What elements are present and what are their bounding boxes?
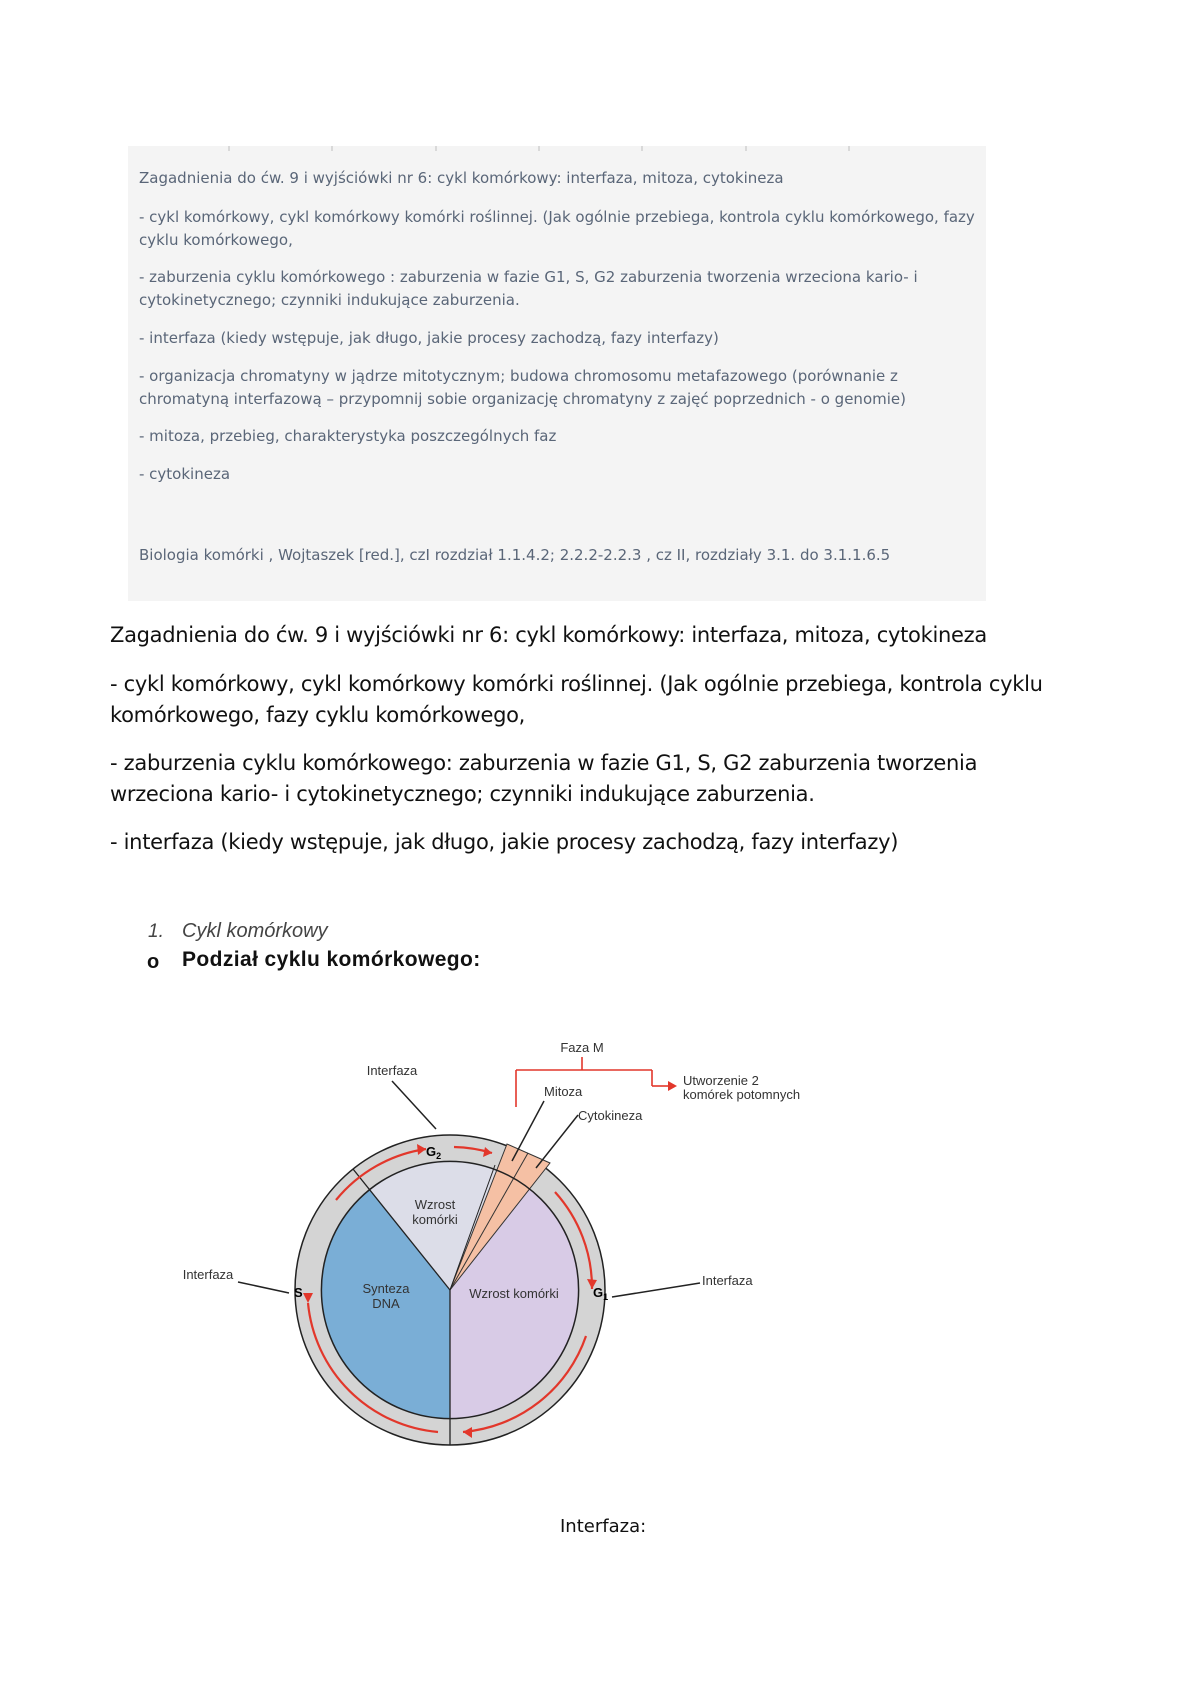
leader-cytokineza: [536, 1115, 578, 1168]
cell-cycle-diagram: [160, 1035, 860, 1495]
list-bullet-label: Podział cyklu komórkowego:: [182, 948, 481, 971]
label-interfaza-right: Interfaza: [702, 1273, 753, 1288]
screenshot-item: - zaburzenia cyklu komórkowego : zaburzenia w fazie G1, S, G2 zaburzenia tworzenia wrzeciona kario- i cytokinetycznego; czynniki indukujące zaburzenia.: [139, 268, 918, 309]
label-s: S: [294, 1285, 303, 1300]
caption-interfaza: Interfaza:: [560, 1516, 647, 1537]
leader-mitoza: [512, 1101, 544, 1161]
main-item-line: wrzeciona kario- i cytokinetycznego; czynniki indukujące zaburzenia.: [110, 782, 815, 806]
label-g2: $G_2$: [426, 1144, 442, 1161]
leader-interfaza-left: [238, 1282, 289, 1293]
label-interfaza-top: Interfaza: [366, 1063, 418, 1078]
ruler-tick: [538, 146, 540, 151]
label-mitoza: Mitoza: [544, 1084, 583, 1099]
label-wzrost-top: Wzrost: [414, 1197, 456, 1212]
main-item-line: - cykl komórkowy, cykl komórkowy komórki roślinnej. (Jak ogólnie przebiega, kontrola cyklu: [110, 672, 1043, 696]
screenshot-item: - cykl komórkowy, cykl komórkowy komórki roślinnej. (Jak ogólnie przebiega, kontrola cyklu komórkowego, fazy cyklu komórkowego,: [139, 208, 975, 249]
label-wzrost-top-2: komórki: [412, 1212, 458, 1227]
ruler-tick: [641, 146, 643, 151]
main-item-line: - interfaza (kiedy wstępuje, jak długo, jakie procesy zachodzą, fazy interfazy): [110, 830, 899, 854]
embedded-screenshot: [128, 146, 986, 601]
list-bullet: o: [147, 951, 160, 973]
leader-interfaza-right: [612, 1283, 700, 1297]
ruler-tick: [331, 146, 333, 151]
label-wzrost-right: Wzrost komórki: [469, 1286, 559, 1301]
label-dna: DNA: [372, 1296, 400, 1311]
label-synteza: Synteza: [362, 1281, 410, 1296]
screenshot-item: - mitoza, przebieg, charakterystyka poszczególnych faz: [139, 427, 557, 445]
list-number: 1.: [148, 921, 164, 942]
screenshot-item: - interfaza (kiedy wstępuje, jak długo, jakie procesy zachodzą, fazy interfazy): [139, 329, 719, 347]
main-item-line: komórkowego, fazy cyklu komórkowego,: [110, 703, 526, 727]
label-interfaza-left: Interfaza: [182, 1267, 234, 1282]
main-item-line: - zaburzenia cyklu komórkowego: zaburzenia w fazie G1, S, G2 zaburzenia tworzenia: [110, 751, 978, 775]
label-faza-m: Faza M: [560, 1040, 604, 1055]
leader-interfaza-top: [392, 1081, 436, 1129]
screenshot-title: Zagadnienia do ćw. 9 i wyjściówki nr 6: cykl komórkowy: interfaza, mitoza, cytokineza: [139, 169, 784, 187]
list-number-label: Cykl komórkowy: [182, 920, 328, 942]
screenshot-item: - organizacja chromatyny w jądrze mitotycznym; budowa chromosomu metafazowego (porównanie z chromatyną interfazową – przypomnij sobie organizację chromatyny z zajęć poprzednich - o genomie): [139, 367, 906, 408]
main-title: Zagadnienia do ćw. 9 i wyjściówki nr 6: cykl komórkowy: interfaza, mitoza, cytokineza: [110, 623, 987, 647]
label-g1: $G_1$: [593, 1285, 609, 1302]
ruler-tick: [228, 146, 230, 151]
label-cytokineza: Cytokineza: [578, 1108, 643, 1123]
label-utworzenie-1: Utworzenie 2: [683, 1073, 759, 1088]
screenshot-item: - cytokineza: [139, 465, 231, 483]
arrow-to-daughters: [668, 1081, 677, 1091]
screenshot-reference: Biologia komórki , Wojtaszek [red.], czI rozdział 1.1.4.2; 2.2.2-2.2.3 , cz II, rozdziały 3.1. do 3.1.1.6.5: [139, 546, 891, 564]
ruler-tick: [435, 146, 437, 151]
label-utworzenie-2: komórek potomnych: [683, 1087, 801, 1102]
faza-m-bracket: [516, 1057, 668, 1107]
ruler-tick: [848, 146, 850, 151]
ruler-tick: [745, 146, 747, 151]
